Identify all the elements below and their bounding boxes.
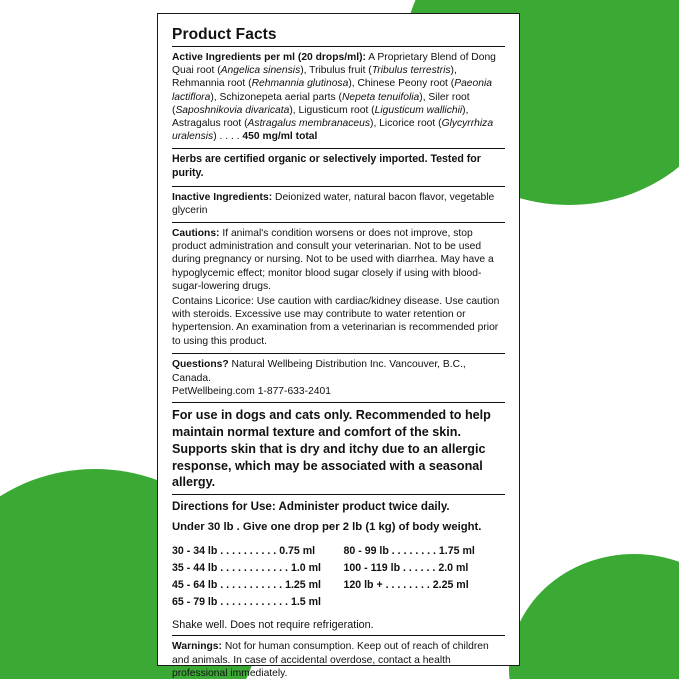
- table-row: [172, 560, 334, 577]
- dose-amount: 2.25 ml: [432, 579, 469, 592]
- phone-number[interactable]: 1-877-633-2401: [257, 386, 331, 398]
- dose-weight: 65 - 79 lb: [172, 596, 218, 609]
- product-facts-panel: [157, 13, 520, 679]
- dose-dots: . . . . . . . . . . . .: [220, 596, 288, 609]
- dose-amount: 1.25 ml: [285, 579, 321, 592]
- warnings-section: [172, 640, 505, 679]
- divider: [172, 222, 505, 223]
- dose-amount: 2.0 ml: [438, 561, 469, 574]
- divider: [172, 402, 505, 403]
- table-row: [344, 543, 506, 560]
- directions-heading: Directions for Use: Administer product twice daily.: [172, 500, 450, 514]
- directions-subheading: Under 30 lb . Give one drop per 2 lb (1 kg) of body weight.: [172, 521, 482, 534]
- table-row: [344, 560, 506, 577]
- divider: [172, 353, 505, 354]
- purity-statement: Herbs are certified organic or selectively imported. Tested for purity.: [172, 153, 481, 180]
- questions-section: [172, 358, 505, 400]
- warnings-heading: Warnings:: [172, 641, 222, 653]
- company-name: Natural Wellbeing Distribution Inc. Vancouver, B.C., Canada.: [172, 358, 466, 384]
- active-ingredients-body: A Proprietary Blend of Dong Quai root (Angelica sinensis), Tribulus fruit (Tribulus terrestris), Rehmannia root (Rehmannia glutinosa), Chinese Peony root (Paeonia lactiflora), Schizonepeta aerial parts (Nepeta tenuifolia), Siler root (Saposhnikovia divaricata), Ligusticum root (Ligusticum wallichii), Astragalus root (Astragalus membranaceus), Licorice root (Glycyrrhiza uralensis): [172, 52, 496, 143]
- dose-amount: 1.75 ml: [438, 544, 475, 557]
- active-ingredients-section: [172, 51, 505, 143]
- cautions-body: If animal's condition worsens or does not improve, stop product administration and consult your veterinarian. Not to be used during pregnancy or nursing. Not to be used with diarrhea. May have a hypoglycemic effect; monitor blood sugar closely if using with blood-sugar-lowering drugs.: [172, 228, 494, 292]
- active-ingredients-heading: Active Ingredients per ml (20 drops/ml):: [172, 52, 366, 64]
- cautions-licorice: Contains Licorice: Use caution with cardiac/kidney disease. Use caution with steroids. Excessive use may contribute to water retention or hypertension. An examination from a veterinarian is recommended prior to using this product.: [172, 295, 500, 347]
- divider: [172, 186, 505, 187]
- cautions-section: [172, 227, 505, 293]
- dose-dots: . . . . . .: [403, 561, 436, 574]
- divider: [172, 148, 505, 149]
- inactive-ingredients-body: Deionized water, natural bacon flavor, vegetable glycerin: [172, 191, 495, 216]
- active-ingredients-amount: 450 mg/ml total: [242, 131, 318, 143]
- dose-weight: 120 lb +: [343, 579, 383, 592]
- dose-weight: 45 - 64 lb: [172, 579, 218, 592]
- dose-amount: 1.0 ml: [290, 561, 321, 574]
- active-ingredients-dots: . . . .: [219, 131, 240, 143]
- dose-dots: . . . . . . . .: [385, 579, 430, 592]
- website-link[interactable]: PetWellbeing.com: [172, 386, 255, 398]
- table-row: [344, 577, 506, 594]
- dose-weight: 100 - 119 lb: [343, 561, 401, 574]
- dose-amount: 1.5 ml: [290, 596, 321, 609]
- dose-dots: . . . . . . . . . . .: [220, 579, 283, 592]
- dosage-table: [172, 543, 505, 612]
- dose-amount: 0.75 ml: [279, 544, 316, 557]
- divider: [172, 46, 505, 47]
- dose-weight: 35 - 44 lb: [172, 561, 218, 574]
- table-row: [172, 594, 334, 611]
- divider: [172, 635, 505, 636]
- decorative-blob-bottom-right: [509, 554, 679, 679]
- dose-weight: 30 - 34 lb: [172, 544, 218, 557]
- product-claim: For use in dogs and cats only. Recommended to help maintain normal texture and comfort of the skin. Supports skin that is dry and itchy due to an allergic response, which may be associated with a seasonal allergy.: [172, 408, 491, 490]
- dose-dots: . . . . . . . .: [391, 544, 436, 557]
- warnings-body: Not for human consumption. Keep out of reach of children and animals. In case of accidental overdose, contact a health professional immediately.: [172, 641, 489, 679]
- dosage-column-left: [172, 543, 334, 612]
- inactive-ingredients-heading: Inactive Ingredients:: [172, 191, 273, 203]
- page-title: Product Facts: [172, 26, 277, 43]
- table-row: [172, 577, 334, 594]
- inactive-ingredients-section: [172, 191, 505, 217]
- dose-dots: . . . . . . . . . .: [220, 544, 277, 557]
- cautions-heading: Cautions:: [172, 228, 220, 240]
- divider: [172, 494, 505, 495]
- questions-heading: Questions?: [172, 358, 229, 370]
- table-row: [172, 543, 334, 560]
- shake-instruction: Shake well. Does not require refrigeration.: [172, 619, 374, 632]
- dosage-column-right: [344, 543, 506, 612]
- dose-dots: . . . . . . . . . . . .: [220, 561, 288, 574]
- dose-weight: 80 - 99 lb: [343, 544, 389, 557]
